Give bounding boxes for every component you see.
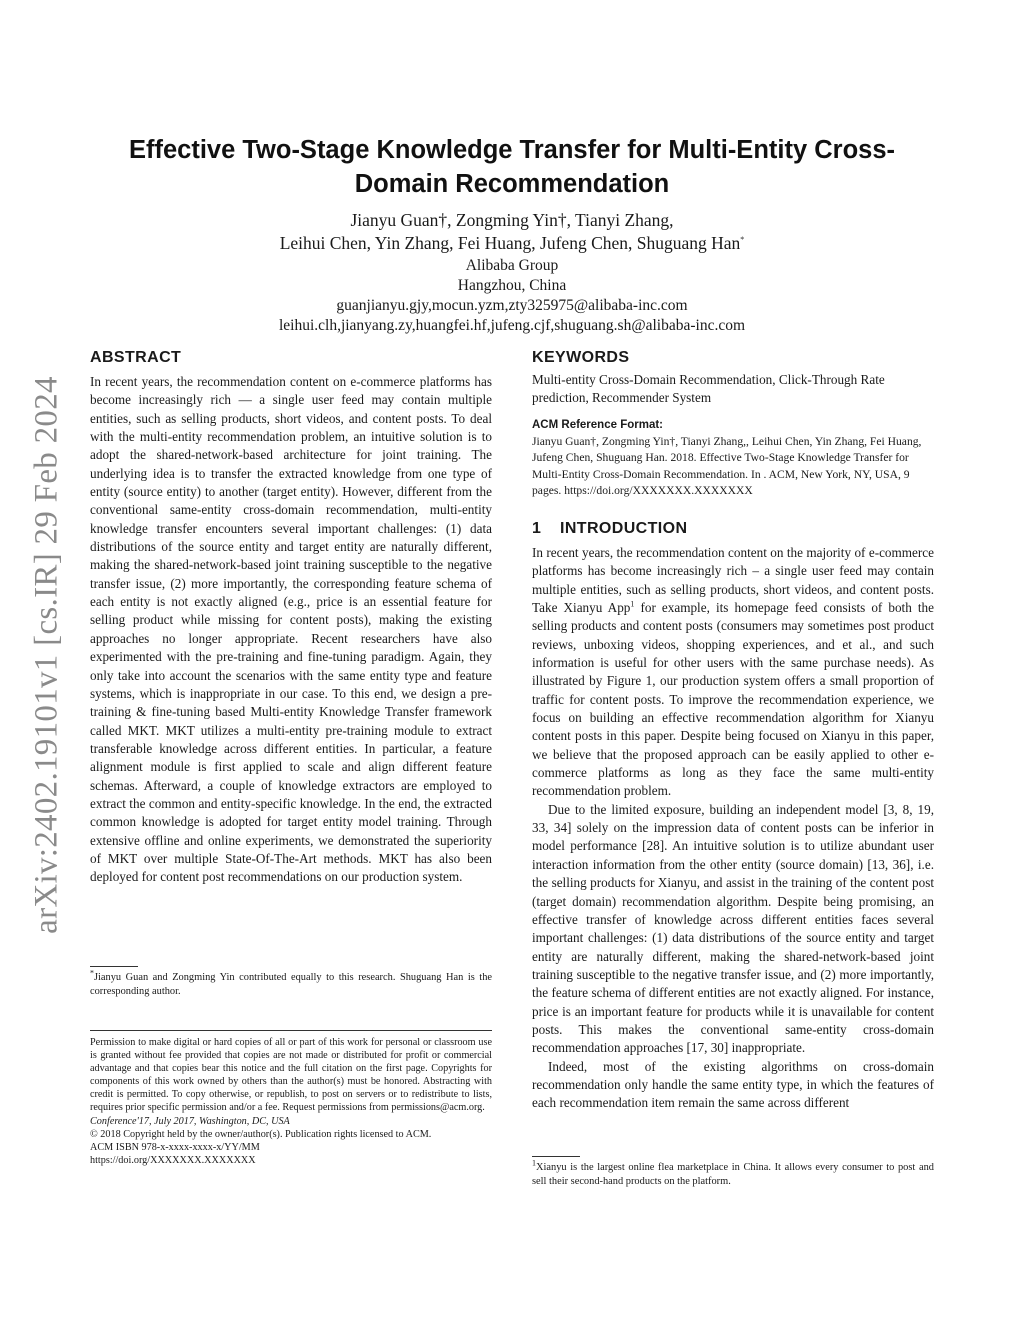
introduction-paragraph-1 bbox=[532, 544, 934, 801]
introduction-paragraph-2: Due to the limited exposure, building an independent model [3, 8, 19, 33, 34] solely on the impression data of content posts can be inferior in model performance [28]. An intuitive solution is to utilize abundant user interaction information from the other entity (source domain) [13, 36], i.e. the selling products for Xianyu, and assist in the training of the content post (target domain) recommendation algorithm. Despite being promising, an effective transfer of knowledge across different entities faces several important challenges: (1) data distributions of the source entity and target entity are naturally different, making the shared-network-based joint training susceptible to the negative transfer issue, and (2) more importantly, the feature schema of different entities are not exactly aligned. For instance, price is an important feature for products while it is unavailable for content posts. This makes the conventional same-entity cross-domain recommendation approaches [17, 30] inappropriate. bbox=[532, 801, 934, 1056]
paper-title: Effective Two-Stage Knowledge Transfer for Multi-Entity Cross-Domain Recommendation bbox=[128, 136, 896, 198]
arxiv-identifier: arXiv:2402.19101v1 [cs.IR] 29 Feb 2024 bbox=[28, 376, 65, 934]
abstract-heading: ABSTRACT bbox=[90, 349, 182, 366]
author-list bbox=[100, 209, 924, 255]
authors-line-1: Jianyu Guan†, Zongming Yin†, Tianyi Zhang, bbox=[350, 210, 674, 230]
acm-reference-text: Jianyu Guan†, Zongming Yin†, Tianyi Zhang,, Leihui Chen, Yin Zhang, Fei Huang, Jufeng Chen, Shuguang Han. 2018. Effective Two-Stage Knowledge Transfer for Multi-Entity Cross-Domain Recommendation. In . ACM, New York, NY, USA, 9 pages. https://doi.org/XXXXXXX.XXXXXXX bbox=[532, 434, 922, 498]
affiliation-block bbox=[100, 256, 924, 336]
right-column bbox=[532, 347, 934, 1113]
xianyu-footnote-mark: 1 bbox=[532, 1158, 536, 1168]
copyright-notice: © 2018 Copyright held by the owner/author(s). Publication rights licensed to ACM. bbox=[90, 1128, 432, 1140]
permission-block bbox=[90, 1030, 492, 1167]
introduction-paragraph-3: Indeed, most of the existing algorithms on cross-domain recommendation only handle the same entity type, in which the features of each recommendation item remain the same across different bbox=[532, 1058, 934, 1111]
location: Hangzhou, China bbox=[457, 277, 567, 294]
emails-line-2: leihui.clh,jianyang.zy,huangfei.hf,jufeng.cjf,shuguang.sh@alibaba-inc.com bbox=[278, 317, 746, 334]
intro-p1-end: for example, its homepage feed consists of both the selling products and content posts (consumers may sometimes post product reviews, unboxing videos, shopping experiences, and et al., and such information is useful for other users with the same purchase needs). As illustrated by Figure 1, our production system offers a small proportion of traffic for content posts. To improve the recommendation experience, we focus on building an effective recommendation algorithm for Xianyu content posts in this paper. Despite being focused on Xianyu in this paper, we believe that the proposed approach can be easily applied to other e-commerce platforms as long as they face the same multi-entity recommendation problem. bbox=[532, 600, 934, 799]
xianyu-footnote bbox=[532, 1156, 934, 1188]
footnote-1-ref[interactable]: 1 bbox=[630, 599, 635, 609]
introduction-heading bbox=[532, 518, 934, 540]
author-footnote bbox=[90, 966, 492, 998]
acm-reference-heading: ACM Reference Format: bbox=[532, 418, 663, 431]
affiliation: Alibaba Group bbox=[465, 257, 559, 274]
authors-line-2-names: Leihui Chen, Yin Zhang, Fei Huang, Jufeng Chen, Shuguang Han bbox=[279, 233, 741, 253]
xianyu-footnote-text bbox=[532, 1158, 934, 1188]
conference-venue: Conference'17, July 2017, Washington, DC, USA bbox=[90, 1115, 290, 1127]
author-footnote-text bbox=[90, 968, 492, 998]
section-number: 1 bbox=[532, 519, 542, 537]
footnote-rule bbox=[532, 1156, 580, 1157]
xianyu-footnote-body: Xianyu is the largest online flea marketplace in China. It allows every consumer to post and sell their second-hand products on the platform. bbox=[532, 1162, 934, 1187]
footnote-rule bbox=[90, 966, 138, 967]
author-footnote-mark: * bbox=[90, 968, 94, 978]
emails-line-1: guanjianyu.gjy,mocun.yzm,zty325975@alibaba-inc.com bbox=[336, 297, 688, 314]
authors-line-2 bbox=[100, 232, 924, 255]
permission-text: Permission to make digital or hard copies of all or part of this work for personal or classroom use is granted without fee provided that copies are not made or distributed for profit or commercial advantage and that copies bear this notice and the full citation on the first page. Copyrights for components of this work owned by others than the author(s) must be honored. Abstracting with credit is permitted. To copy otherwise, or republish, to post on servers or to redistribute to lists, requires prior specific permission and/or a fee. Request permissions from permissions@acm.org. bbox=[90, 1037, 492, 1114]
keywords-heading: KEYWORDS bbox=[532, 349, 630, 366]
left-column bbox=[90, 347, 492, 887]
corresponding-author-mark: * bbox=[740, 235, 745, 245]
doi-link[interactable]: https://doi.org/XXXXXXX.XXXXXXX bbox=[90, 1154, 256, 1166]
introduction-title: INTRODUCTION bbox=[560, 519, 688, 537]
acm-isbn: ACM ISBN 978-x-xxxx-xxxx-x/YY/MM bbox=[90, 1141, 260, 1153]
author-footnote-body: Jianyu Guan and Zongming Yin contributed equally to this research. Shuguang Han is the corresponding author. bbox=[90, 972, 492, 997]
intro-p1-start: In recent years, the recommendation content on the majority of e-commerce platforms has become increasingly rich – a single user feed may contain multiple entities, such as selling products, short videos, and content posts. Take Xianyu App bbox=[532, 544, 934, 615]
abstract-text: In recent years, the recommendation content on e-commerce platforms has become increasingly rich — a single user feed may contain multiple entities, such as selling products, short videos, and content posts. To deal with the multi-entity recommendation problem, an intuitive solution is to adopt the shared-network-based architecture for joint training. The underlying idea is to transfer the extracted knowledge from one type of entity (source entity) to another (target entity). However, different from the conventional same-entity cross-domain recommendation, multi-entity knowledge transfer encounters several important challenges: (1) data distributions of the source entity and target entity are naturally different, making the shared-network-based joint training susceptible to the negative transfer issue, (2) more importantly, the corresponding feature schema of each entity is not exactly aligned (e.g., price is an essential feature for selling product while missing for content posts), making the existing approaches no longer appropriate. Recent researchers have also experimented with the pre-training and fine-tuning paradigm. Again, they only take into account the scenarios with the same entity type and feature systems, which is inappropriate in our case. To this end, we design a pre-training & fine-tuning based Multi-entity Knowledge Transfer framework called MKT. MKT utilizes a multi-entity pre-training module to extract transferable knowledge across different entities. In particular, a feature alignment module is first applied to scale and align different feature schemas. Afterward, a couple of knowledge extractors are employed to extract the common and entity-specific knowledge. In the end, the extracted common knowledge is adopted for target entity model training. Through extensive offline and online experiments, we demonstrated the superiority of MKT over multiple State-Of-The-Art methods. MKT has also been deployed for content post recommendations on our production system. bbox=[90, 374, 492, 885]
keywords-text: Multi-entity Cross-Domain Recommendation, Click-Through Rate prediction, Recommender System bbox=[532, 372, 885, 406]
